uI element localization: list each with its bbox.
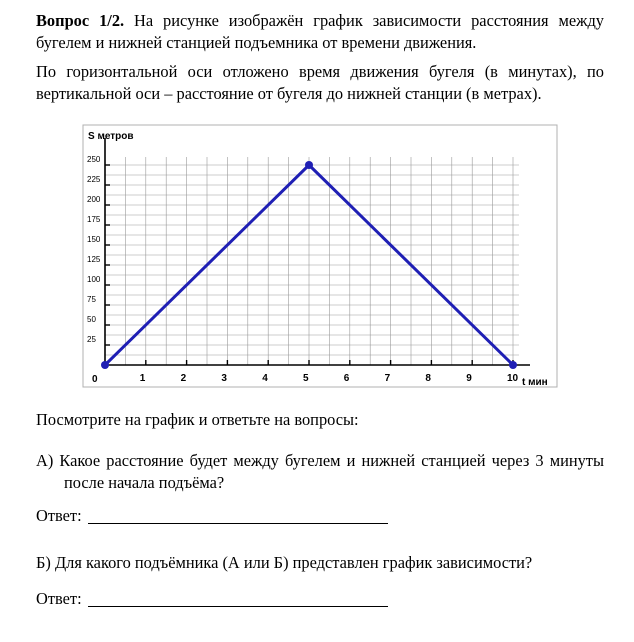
data-point (101, 361, 109, 369)
question-b-text: Б) Для какого подъёмника (А или Б) представлен график зависимости? (36, 553, 533, 572)
y-tick-label: 200 (87, 195, 101, 204)
answer-a-row (36, 505, 388, 527)
x-tick-label: 7 (384, 373, 391, 384)
y-tick-label: 225 (87, 175, 101, 184)
chart-frame (83, 125, 557, 387)
x-tick-label: 6 (343, 373, 350, 384)
origin-label: 0 (92, 374, 98, 385)
y-axis-label: S метров (88, 131, 134, 142)
y-tick-label: 50 (87, 315, 96, 324)
x-tick-label: 10 (507, 373, 519, 384)
answer-b-field[interactable] (88, 590, 388, 607)
y-tick-label: 250 (87, 155, 101, 164)
x-tick-label: 4 (262, 373, 268, 384)
x-tick-label: 1 (139, 373, 146, 384)
answer-b-label: Ответ: (36, 589, 82, 608)
x-tick-label: 3 (221, 373, 227, 384)
question-intro-text: На рисунке изображён график зависимости расстояния между бугелем и нижней станцией подъемника от времени движения. (36, 11, 604, 52)
x-axis-label: t мин (522, 377, 548, 388)
question-number: Вопрос 1/2. (36, 11, 125, 30)
y-tick-label: 150 (87, 235, 101, 244)
x-tick-label: 8 (425, 373, 431, 384)
prompt-text: Посмотрите на график и ответьте на вопросы: (36, 410, 359, 429)
answer-b-row (36, 588, 388, 610)
data-point (305, 161, 313, 169)
axes-description: По горизонтальной оси отложено время движения бугеля (в минутах), по вертикальной оси – расстояние от бугеля до нижней станции (в метрах). (36, 62, 604, 103)
y-tick-label: 25 (87, 335, 96, 344)
question-a (36, 450, 604, 494)
y-tick-label: 75 (87, 295, 96, 304)
y-tick-label: 175 (87, 215, 101, 224)
x-tick-label: 5 (303, 373, 309, 384)
distance-time-chart (80, 120, 560, 390)
answer-a-field[interactable] (88, 507, 388, 524)
y-tick-label: 125 (87, 255, 101, 264)
x-tick-label: 9 (466, 373, 472, 384)
data-point (509, 361, 517, 369)
question-intro (36, 10, 604, 54)
x-tick-label: 2 (180, 373, 187, 384)
answer-a-label: Ответ: (36, 506, 82, 525)
question-a-text: А) Какое расстояние будет между бугелем и нижней станцией через 3 минуты после начала подъёма? (36, 451, 604, 492)
y-tick-label: 100 (87, 275, 101, 284)
